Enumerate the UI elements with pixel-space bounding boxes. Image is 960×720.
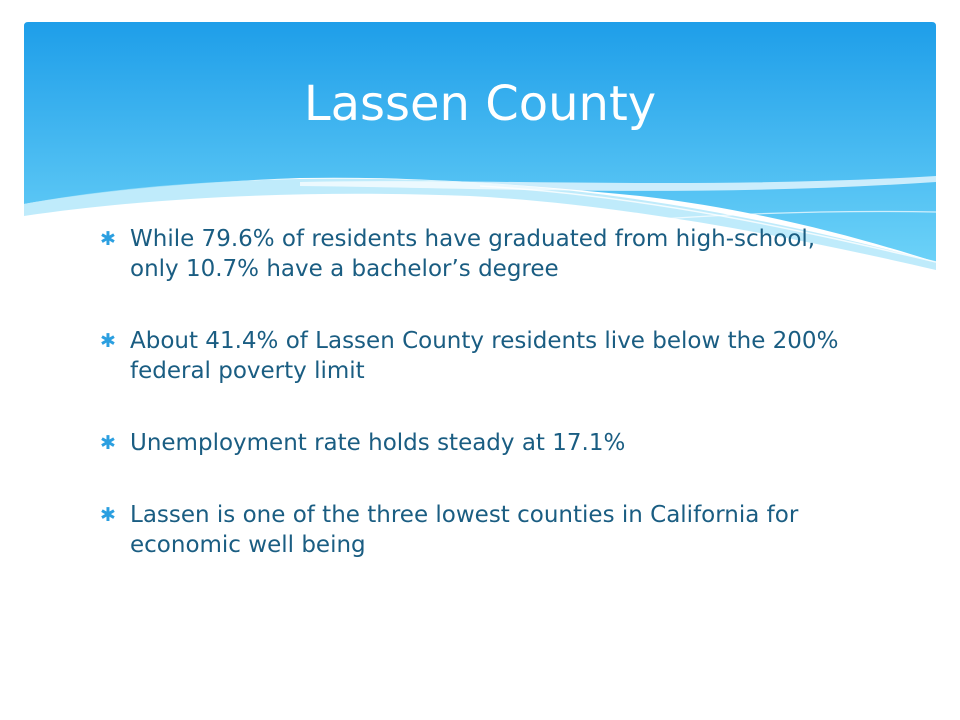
slide-title: Lassen County — [303, 76, 657, 132]
asterisk-icon: ✱ — [100, 228, 116, 250]
asterisk-icon: ✱ — [100, 432, 116, 454]
bullet-item-economic-well-being — [100, 500, 840, 560]
bullet-text: Unemployment rate holds steady at 17.1% — [130, 430, 626, 456]
bullet-text: While 79.6% of residents have graduated from high-school, only 10.7% have a bachelor’s degree — [130, 226, 816, 282]
bullet-item-poverty — [100, 326, 840, 386]
asterisk-icon: ✱ — [100, 330, 116, 352]
bullet-text: Lassen is one of the three lowest counties in California for economic well being — [130, 502, 799, 558]
asterisk-icon: ✱ — [100, 504, 116, 526]
bullet-item-education — [100, 224, 840, 284]
bullet-text: About 41.4% of Lassen County residents live below the 200% federal poverty limit — [130, 328, 839, 384]
bullet-list — [100, 224, 840, 602]
bullet-item-unemployment — [100, 428, 840, 458]
